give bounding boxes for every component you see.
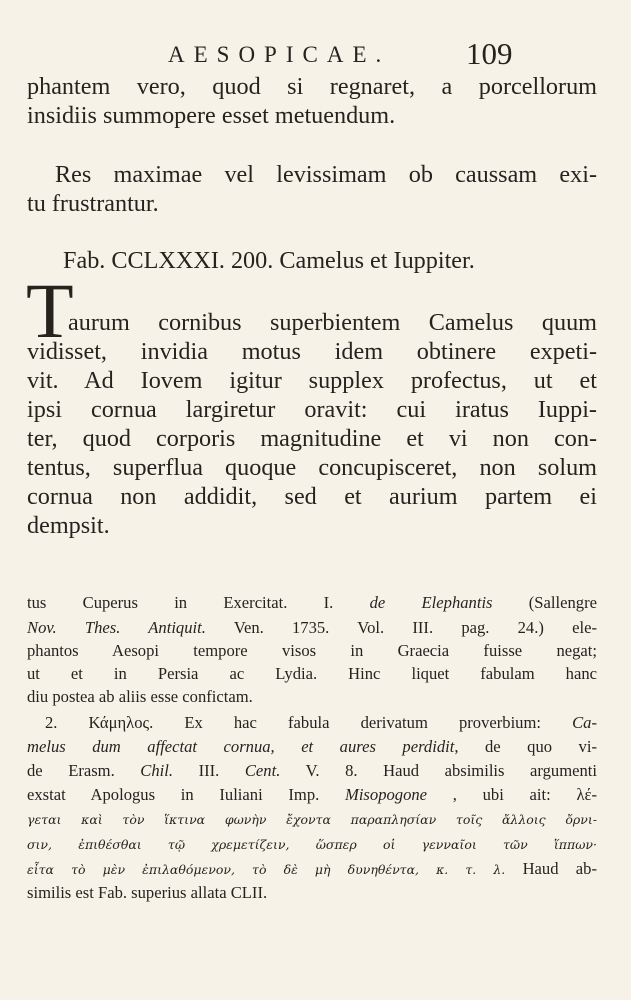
note-greek: εἶτα τὸ μὲν ἐπιλαθόμενον, τὸ δὲ μὴ δυνηθέντα, κ. τ. λ. (27, 862, 506, 877)
fable-line-5: ter, quod corporis magnitudine et vi non con- (27, 425, 597, 452)
note-text: exstat Apologus in Iuliani Imp. (27, 785, 320, 804)
note-line-6 (45, 712, 597, 734)
note-text: de Erasm. (27, 761, 115, 780)
note-line-4: ut et in Persia ac Lydia. Hinc liquet fabulam hanc (27, 664, 597, 683)
note-text: III. (198, 761, 220, 780)
note-text: Ven. 1735. Vol. III. pag. 24.) ele- (233, 618, 597, 637)
fable-line-4: ipsi cornua largiretur oravit: cui iratus Iuppi- (27, 396, 597, 423)
page-number: 109 (466, 36, 513, 71)
note-italic: Nov. Thes. Antiquit. (27, 618, 206, 637)
fable-line-3: vit. Ad Iovem igitur supplex profectus, ut et (27, 367, 597, 394)
note-line-8 (27, 760, 597, 782)
note-italic: Chil. (140, 761, 174, 780)
fable-line-8: dempsit. (27, 512, 110, 539)
note-text: (Sallengre (528, 593, 597, 612)
note-line-3: phantos Aesopi tempore visos in Graecia fuisse negat; (27, 641, 597, 660)
note-italic: de Elephantis (369, 593, 493, 612)
prev-fable-line-1: phantem vero, quod si regnaret, a porcellorum (27, 73, 597, 100)
note-text: 2. Κάμηλος. Ex hac fabula derivatum proverbium: (45, 713, 541, 732)
note-line-13: similis est Fab. superius allata CLII. (27, 883, 268, 902)
fable-line-6: tentus, superflua quoque concupisceret, non solum (27, 454, 597, 481)
note-line-10-greek: γεται καὶ τὸν ἵκτινα φωνὴν ἔχοντα παραπλησίαν τοῖς ἄλλοις ὄρνι- (27, 812, 597, 827)
note-line-1 (27, 592, 597, 614)
note-line-9 (27, 784, 597, 806)
note-line-5: diu postea ab aliis esse confictam. (27, 687, 253, 706)
note-line-12 (27, 858, 597, 881)
fable-line-7: cornua non addidit, sed et aurium partem ei (27, 483, 597, 510)
fable-title: Fab. CCLXXXI. 200. Camelus et Iuppiter. (63, 247, 475, 274)
running-header (0, 36, 631, 76)
note-text: , de quo vi- (454, 737, 597, 756)
note-text: Haud ab- (522, 859, 597, 878)
note-text: V. 8. Haud absimilis argumenti (305, 761, 598, 780)
note-line-7 (27, 736, 597, 758)
note-italic: Cent. (244, 761, 281, 780)
note-italic: Misopogone (345, 785, 428, 804)
note-text: , ubi ait: λέ- (452, 785, 597, 804)
prev-fable-line-2: insidiis summopere esset metuendum. (27, 102, 396, 129)
note-italic: Ca- (572, 713, 597, 732)
moral-line-1: Res maximae vel levissimam ob caussam exi- (55, 161, 597, 188)
moral-line-2: tu frustrantur. (27, 190, 159, 217)
drop-cap: T (26, 267, 74, 354)
fable-line-1: aurum cornibus superbientem Camelus quum (68, 309, 597, 336)
fable-line-2: vidisset, invidia motus idem obtinere expeti- (27, 338, 597, 365)
note-line-2 (27, 617, 597, 639)
note-line-11-greek: σιν, ἐπιθέσθαι τῷ χρεμετίζειν, ὥσπερ οἱ γενναῖοι τῶν ἵππων· (27, 837, 597, 852)
note-text: tus Cuperus in Exercitat. I. (27, 593, 334, 612)
running-title: AESOPICAE. (168, 42, 391, 67)
note-italic: melus dum affectat cornua, et aures perdidit (27, 737, 455, 756)
